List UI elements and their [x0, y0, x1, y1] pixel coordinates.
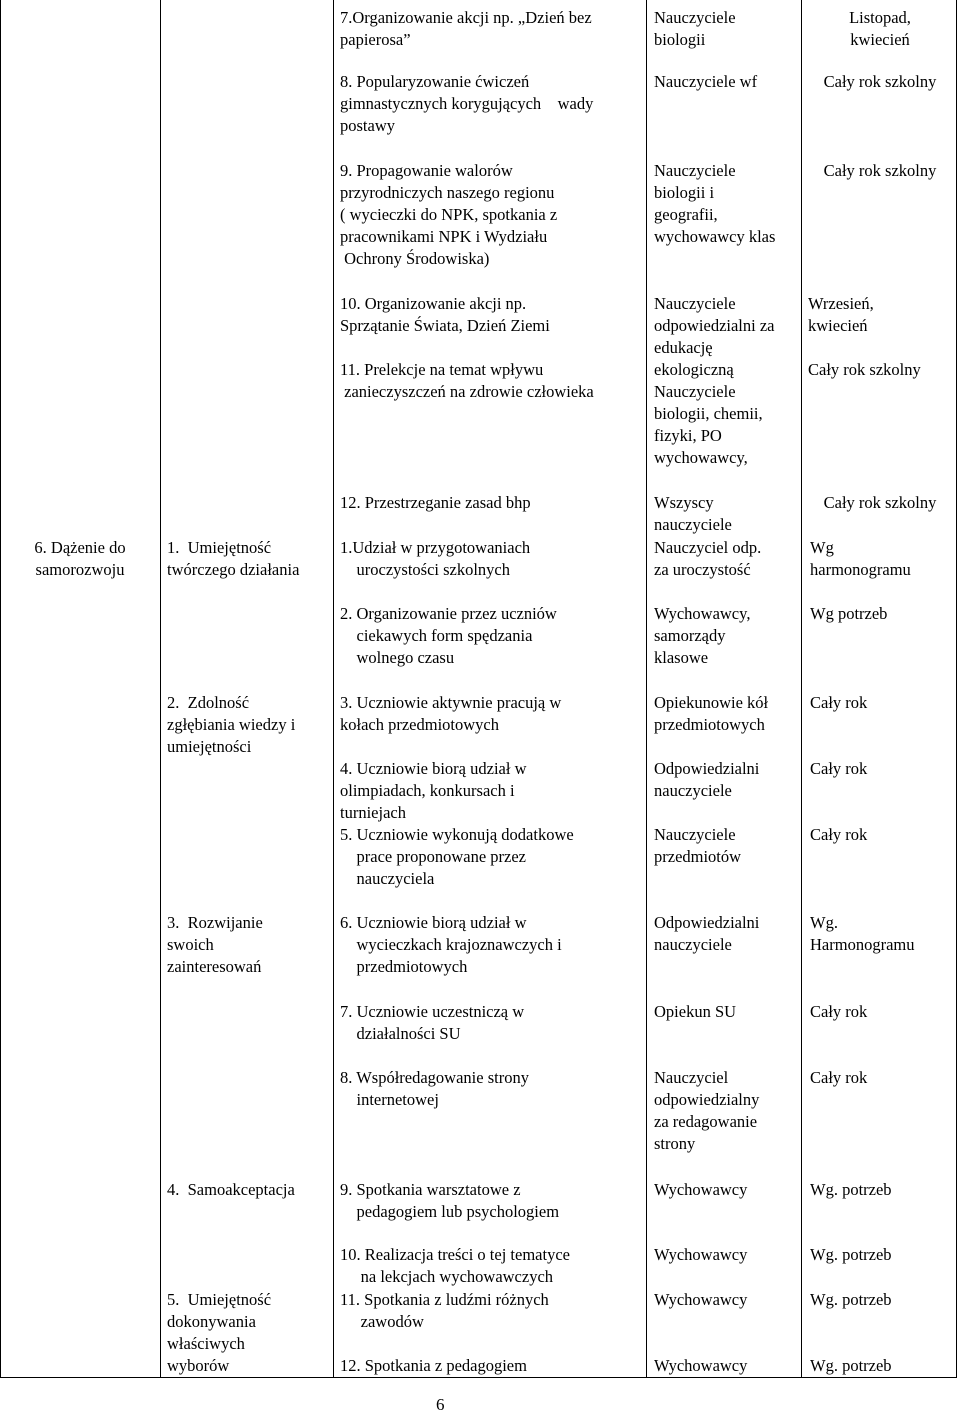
- task-responsible: Wychowawcy: [654, 1356, 748, 1375]
- task-deadline: Wrzesień, kwiecień Cały rok szkolny: [808, 294, 921, 379]
- task-deadline: Cały rok szkolny: [823, 493, 937, 512]
- task-deadline: Wg potrzeb: [810, 604, 888, 623]
- column-divider-2: [333, 0, 334, 1378]
- task-text: 10. Realizacja treści o tej tematyce na lekcjach wychowawczych: [340, 1245, 570, 1286]
- task-text: 12. Przestrzeganie zasad bhp: [340, 493, 531, 512]
- task-responsible: Wychowawcy, samorządy klasowe: [654, 604, 751, 667]
- task-responsible: Nauczyciele wf: [654, 72, 758, 91]
- task-deadline: Wg. potrzeb: [810, 1245, 892, 1264]
- column-divider-4: [801, 0, 802, 1378]
- task-deadline: Wg. potrzeb: [810, 1180, 892, 1199]
- task-text: 8. Współredagowanie strony internetowej: [340, 1068, 529, 1109]
- column-divider-1: [160, 0, 161, 1378]
- task-responsible: Opiekun SU: [654, 1002, 737, 1021]
- task-text: 7.Organizowanie akcji np. „Dzień bez papierosa”: [340, 8, 592, 49]
- subarea-label: 4. Samoakceptacja: [167, 1180, 295, 1199]
- subarea-label: 3. Rozwijanie swoich zainteresowań: [167, 913, 263, 976]
- task-text: 9. Spotkania warsztatowe z pedagogiem lub psychologiem: [340, 1180, 560, 1221]
- page-number: 6: [436, 1395, 445, 1414]
- task-deadline: Wg. Harmonogramu: [810, 913, 915, 954]
- task-responsible: Wychowawcy: [654, 1180, 748, 1199]
- task-text: 11. Spotkania z ludźmi różnych zawodów: [340, 1290, 549, 1331]
- task-responsible: Nauczyciel odp. za uroczystość: [654, 538, 762, 579]
- task-responsible: Nauczyciel odpowiedzialny za redagowanie strony: [654, 1068, 760, 1153]
- task-deadline: Wg harmonogramu: [810, 538, 911, 579]
- task-deadline: Cały rok Cały rok Cały rok: [810, 693, 868, 844]
- task-responsible: Wychowawcy: [654, 1245, 748, 1264]
- task-responsible: Opiekunowie kół przedmiotowych Odpowiedzialni nauczyciele Nauczyciele przedmiotów: [654, 693, 769, 866]
- subarea-label: 5. Umiejętność dokonywania właściwych wyborów: [167, 1290, 272, 1375]
- table-border-bottom: [0, 1377, 957, 1378]
- task-text: 7. Uczniowie uczestniczą w działalności SU: [340, 1002, 525, 1043]
- task-text: 9. Propagowanie walorów przyrodniczych naszego regionu ( wycieczki do NPK, spotkania z pracownikami NPK i Wydziału Ochrony Środowiska): [340, 161, 558, 268]
- task-text: 8. Popularyzowanie ćwiczeń gimnastycznych korygujących wady postawy: [340, 72, 594, 135]
- subarea-label: 1. Umiejętność twórczego działania: [167, 538, 300, 579]
- task-text: 2. Organizowanie przez uczniów ciekawych form spędzania wolnego czasu: [340, 604, 557, 667]
- table-border-right: [956, 0, 957, 1378]
- task-deadline: Listopad, kwiecień: [849, 8, 911, 49]
- task-responsible: Wychowawcy: [654, 1290, 748, 1309]
- table-border-left: [0, 0, 1, 1378]
- task-deadline: Cały rok: [810, 1002, 868, 1021]
- task-text: 6. Uczniowie biorą udział w wycieczkach krajoznawczych i przedmiotowych: [340, 913, 562, 976]
- subarea-label: 2. Zdolność zgłębiania wiedzy i umiejętności: [167, 693, 296, 756]
- task-deadline: Cały rok szkolny: [823, 161, 937, 180]
- task-text: 10. Organizowanie akcji np. Sprzątanie Świata, Dzień Ziemi 11. Prelekcje na temat wpływu zanieczyszczeń na zdrowie człowieka: [340, 294, 594, 401]
- task-text: 3. Uczniowie aktywnie pracują w kołach przedmiotowych 4. Uczniowie biorą udział w olimpiadach, konkursach i turniejach 5. Uczniowie wykonują dodatkowe prace proponowane przez nauczyciela: [340, 693, 574, 888]
- task-deadline: Cały rok szkolny: [823, 72, 937, 91]
- task-deadline: Cały rok: [810, 1068, 868, 1087]
- area-label: 6. Dążenie do samorozwoju: [34, 538, 126, 579]
- task-text: 12. Spotkania z pedagogiem: [340, 1356, 527, 1375]
- task-responsible: Odpowiedzialni nauczyciele: [654, 913, 760, 954]
- column-divider-3: [646, 0, 647, 1378]
- task-deadline: Wg. potrzeb: [810, 1290, 892, 1309]
- task-responsible: Wszyscy nauczyciele: [654, 493, 732, 534]
- task-text: 1.Udział w przygotowaniach uroczystości szkolnych: [340, 538, 531, 579]
- task-responsible: Nauczyciele biologii i geografii, wychowawcy klas: [654, 161, 776, 246]
- task-responsible: Nauczyciele biologii: [654, 8, 736, 49]
- task-responsible: Nauczyciele odpowiedzialni za edukację ekologiczną Nauczyciele biologii, chemii, fizyki, PO wychowawcy,: [654, 294, 775, 467]
- task-deadline: Wg. potrzeb: [810, 1356, 892, 1375]
